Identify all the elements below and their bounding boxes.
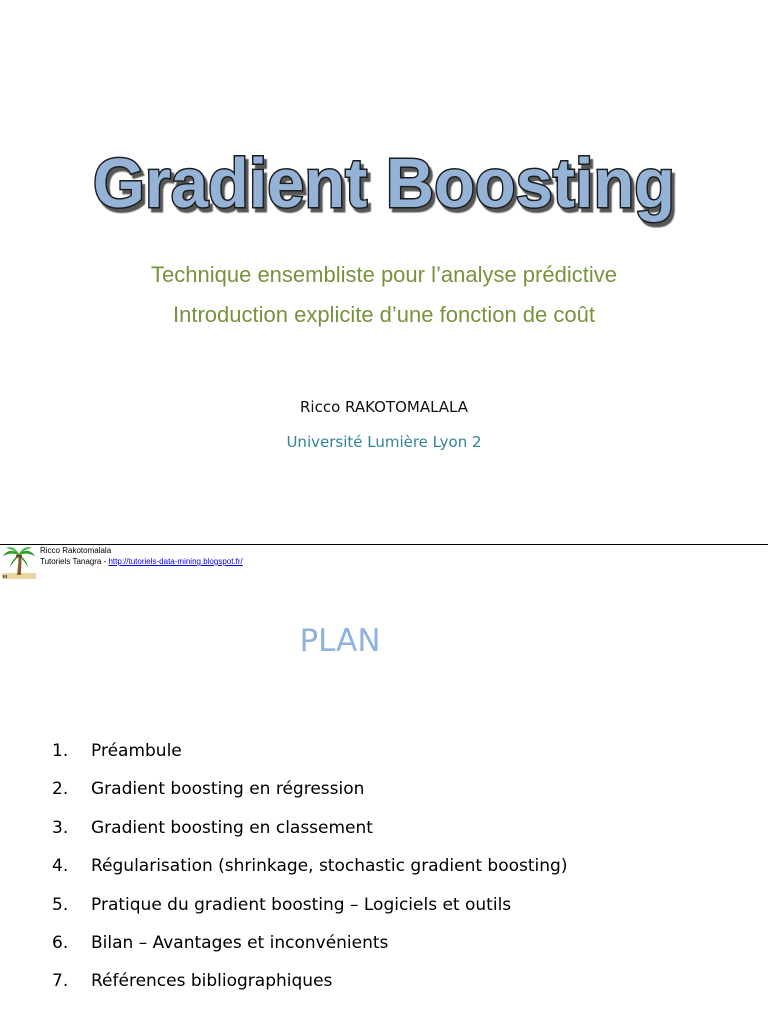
header-site [40,556,243,567]
slide-title-text: Gradient Boosting [93,144,675,222]
subtitle-line-1: Technique ensembliste pour l’analyse prédictive [151,262,617,287]
plan-item-number: 2. [52,779,69,800]
plan-item-number: 5. [52,894,69,915]
plan-item-text: Gradient boosting en régression [91,779,365,800]
plan-item [52,933,567,971]
plan-item-text: Références bibliographiques [91,971,333,992]
plan-item [52,779,567,817]
author-name: Ricco RAKOTOMALALA [299,398,469,416]
university-name: Université Lumière Lyon 2 [286,433,482,451]
plan-item-number: 7. [52,971,69,992]
header-author: Ricco Rakotomalala [40,546,112,555]
plan-item [52,895,567,933]
slide-header [40,545,243,567]
plan-item-number: 6. [52,932,69,953]
plan-item-text: Régularisation (shrinkage, stochastic gradient boosting) [91,856,568,877]
plan-title: PLAN [299,623,381,659]
plan-item-number: 3. [52,817,69,838]
plan-item-text: Bilan – Avantages et inconvénients [91,932,389,953]
plan-item [52,741,567,779]
subtitle-line-2: Introduction explicite d’une fonction de coût [173,302,595,327]
plan-item-text: Pratique du gradient boosting – Logiciels et outils [91,894,512,915]
plan-item [52,818,567,856]
plan-item [52,856,567,894]
plan-item [52,971,567,1009]
slide-title [0,135,768,240]
plan-list [52,741,567,1010]
plan-item-number: 1. [52,741,69,761]
slide-2 [0,545,768,1024]
plan-item-number: 4. [52,856,69,877]
palm-tree-icon [2,545,36,579]
plan-item-text: Gradient boosting en classement [91,817,373,838]
blog-link[interactable]: http://tutoriels-data-mining.blogspot.fr/ [108,557,243,566]
plan-item-text: Préambule [91,741,182,761]
header-site-prefix: Tutoriels Tanagra - [40,557,109,566]
